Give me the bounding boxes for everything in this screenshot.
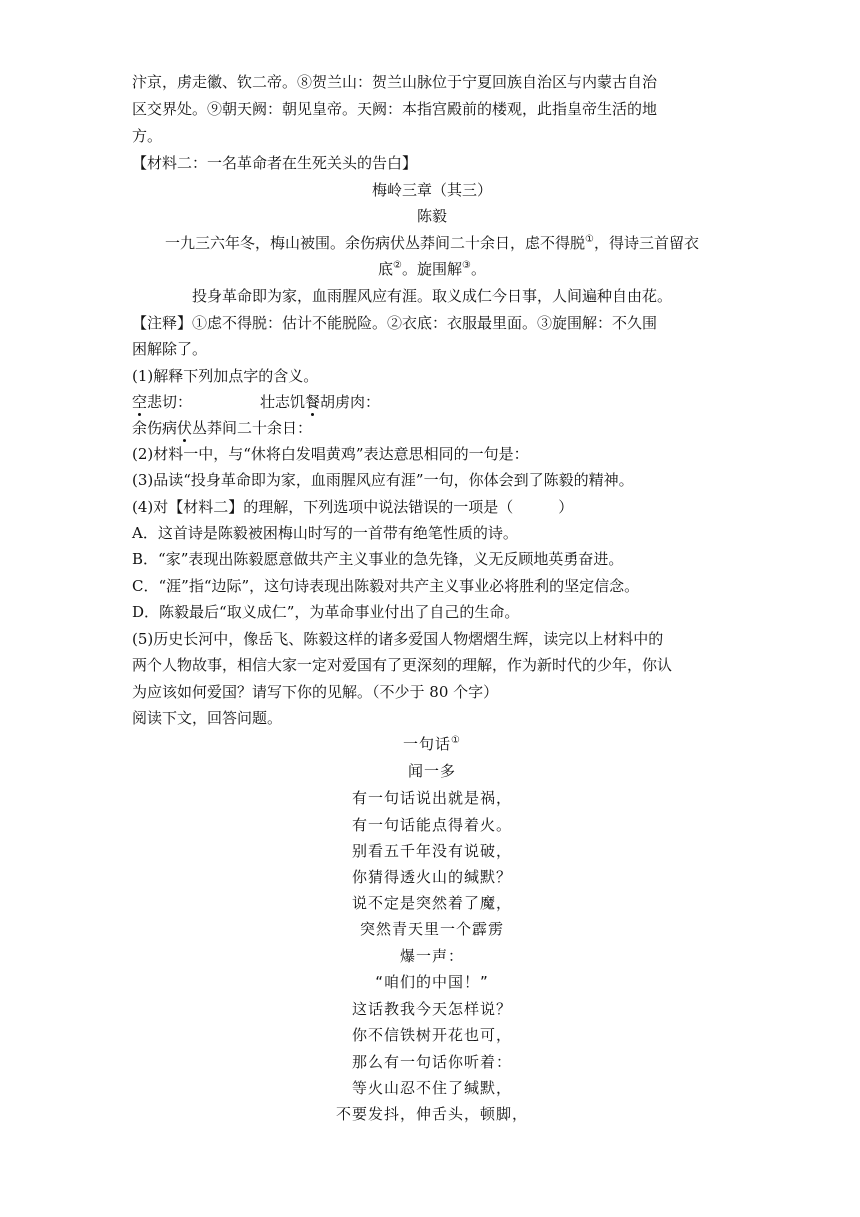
poem-line: 你猜得透火山的缄默？ (351, 868, 512, 886)
poem-line: 你不信铁树开花也可， (351, 1026, 512, 1044)
poem-title: 梅岭三章（其三） (371, 181, 492, 199)
question-3: (3)品读“投身革命即为家，血雨腥风应有涯”一句，你体会到了陈毅的精神。 (132, 471, 634, 489)
question-5-line: (5)历史长河中，像岳飞、陈毅这样的诸多爱国人物熠熠生辉，读完以上材料中的 (132, 630, 664, 648)
question-1: (1)解释下列加点字的含义。 (132, 367, 319, 385)
question-4: (4)对【材料二】的理解，下列选项中说法错误的一项是（ ） (132, 498, 574, 516)
reading-instruction: 阅读下文，回答问题。 (132, 709, 283, 727)
note-continuation-line: 汴京，虏走徽、钦二帝。⑧贺兰山：贺兰山脉位于宁夏回族自治区与内蒙古自治 (132, 73, 658, 91)
poem-line: 突然青天里一个霹雳 (359, 920, 504, 938)
poem-line: 这话教我今天怎样说？ (351, 1000, 512, 1018)
poem-verse: 投身革命即为家，血雨腥风应有涯。取义成仁今日事，人间遍种自由花。 (191, 287, 672, 305)
option-c: C．“涯”指“边际”，这句诗表现出陈毅对共产主义事业必将胜利的坚定信念。 (132, 577, 640, 595)
poem-line: 说不定是突然着了魔， (351, 894, 512, 912)
poem-line: 有一句话说出就是祸， (351, 789, 512, 807)
reading-author: 闻一多 (407, 762, 456, 780)
question-5-line: 两个人物故事，相信大家一定对爱国有了更深刻的理解，作为新时代的少年，你认 (132, 656, 673, 674)
poem-preface-line: 底②。旋围解③。 (378, 260, 486, 278)
poem-preface-line: 一九三六年冬，梅山被围。余伤病伏丛莽间二十余日，虑不得脱①，得诗三首留衣 (165, 234, 699, 252)
option-d: D．陈毅最后“取义成仁”，为革命事业付出了自己的生命。 (132, 603, 520, 621)
question-5-line: 为应该如何爱国？请写下你的见解。（不少于 80 个字） (132, 683, 499, 701)
poem-line: 有一句话能点得着火。 (351, 816, 512, 834)
note-continuation-line: 方。 (132, 127, 163, 145)
annotation-line: 【注释】①虑不得脱：估计不能脱险。②衣底：衣服最里面。③旋围解：不久围 (132, 314, 658, 332)
reading-title: 一句话① (403, 735, 461, 753)
poem-line: “咱们的中国！” (375, 973, 489, 991)
question-1-item-a: 空悲切： (132, 393, 193, 411)
annotation-line: 困解除了。 (132, 340, 208, 358)
option-a: A．这首诗是陈毅被困梅山时写的一首带有绝笔性质的诗。 (132, 524, 518, 542)
question-1-item-b: 壮志饥餐胡虏肉： (260, 393, 381, 411)
option-b: B．“家”表现出陈毅愿意做共产主义事业的急先锋，义无反顾地英勇奋进。 (132, 550, 624, 568)
note-continuation-line: 区交界处。⑨朝天阙：朝见皇帝。天阙：本指宫殿前的楼观，此指皇帝生活的地 (132, 100, 658, 118)
poem-line: 那么有一句话你听着： (351, 1053, 512, 1071)
question-1-item-c: 余伤病伏丛莽间二十余日： (132, 419, 313, 437)
poem-author: 陈毅 (416, 207, 447, 225)
poem-line: 爆一声： (399, 947, 464, 965)
poem-line: 别看五千年没有说破， (351, 842, 512, 860)
poem-line: 等火山忍不住了缄默， (351, 1079, 512, 1097)
poem-line: 不要发抖，伸舌头，顿脚， (335, 1105, 528, 1123)
material2-heading: 【材料二：一名革命者在生死关头的告白】 (132, 154, 418, 172)
question-2: (2)材料一中，与“休将白发唱黄鸡”表达意思相同的一句是： (132, 445, 529, 463)
